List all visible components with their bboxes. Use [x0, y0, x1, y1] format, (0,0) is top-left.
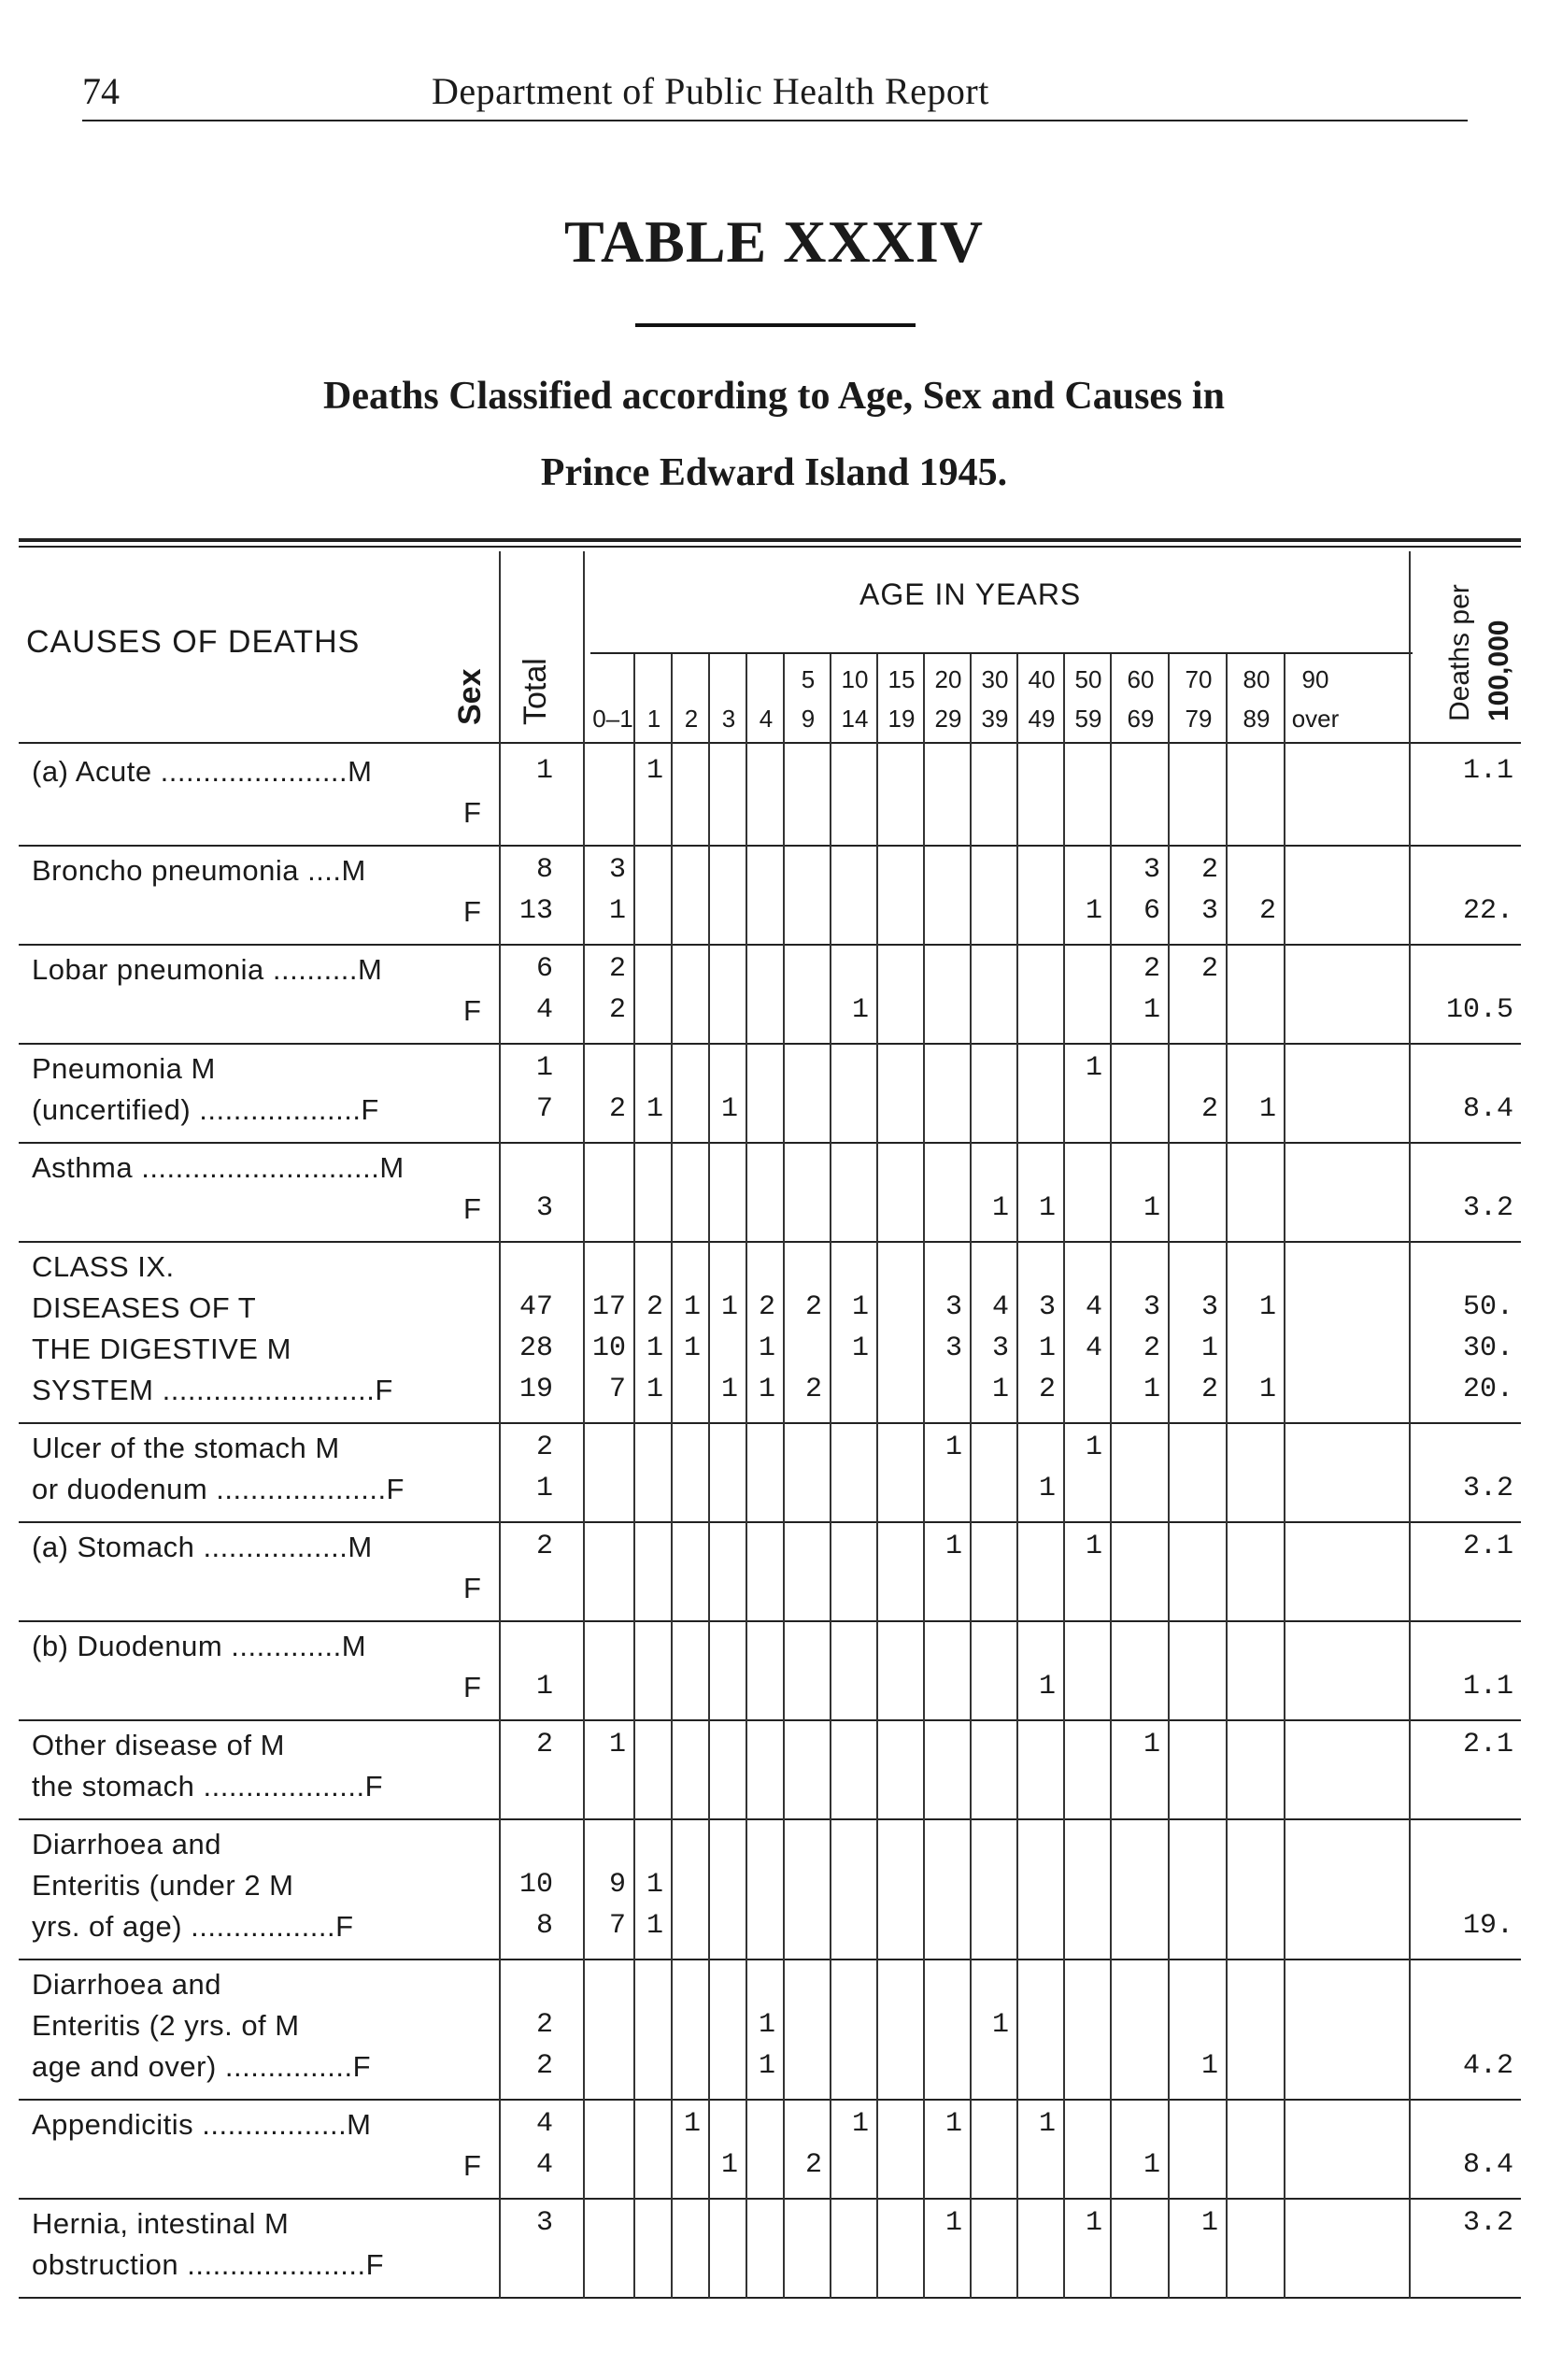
- age-count-cell: 2: [608, 953, 626, 985]
- deaths-table: [19, 538, 1521, 2281]
- age-count-cell: 1: [1143, 1729, 1160, 1760]
- age-group-header-lower: 3: [721, 705, 736, 733]
- age-group-header-lower: over: [1291, 705, 1340, 733]
- age-count-cell: 1: [1085, 2207, 1102, 2239]
- age-group-header-lower: 1: [646, 705, 661, 733]
- age-group-header-upper: 30: [981, 665, 1009, 693]
- age-count-cell: 1: [758, 1374, 775, 1405]
- age-count-cell: 1: [1038, 1671, 1056, 1703]
- total-header: Total: [518, 658, 553, 725]
- row-separator: [19, 1719, 1521, 1721]
- age-group-header: [1018, 660, 1065, 738]
- age-count-cell: 1: [646, 1910, 663, 1942]
- age-count-cell: 1: [1085, 1432, 1102, 1463]
- row-separator: [19, 944, 1521, 946]
- age-count-cell: 6: [1143, 895, 1160, 927]
- age-group-header: [1285, 660, 1345, 738]
- sex-header: Sex: [452, 668, 488, 725]
- age-count-cell: 1: [646, 1869, 663, 1901]
- table-subtitle-line-2: Prince Edward Island 1945.: [540, 451, 1008, 494]
- table-title: TABLE XXXIV: [564, 208, 984, 275]
- cause-label: Hernia, intestinal M: [32, 2207, 290, 2240]
- cause-label: Ulcer of the stomach M: [32, 1432, 340, 1464]
- row-separator: [19, 1521, 1521, 1523]
- age-count-cell: 1: [1085, 1052, 1102, 1084]
- age-group-header-upper: [747, 660, 785, 699]
- age-group-header-upper: 10: [841, 665, 869, 693]
- total-cell: 4: [535, 994, 553, 1026]
- age-group-header: [1112, 660, 1170, 738]
- cause-label: obstruction .....................F: [32, 2248, 385, 2281]
- age-count-cell: 1: [683, 1333, 701, 1364]
- cause-label: the stomach ...................F: [32, 1770, 384, 1803]
- rate-cell: 3.2: [1462, 2207, 1513, 2239]
- column-rule: [1284, 654, 1285, 2299]
- rate-cell: 8.4: [1462, 2149, 1513, 2181]
- cause-label: F: [463, 1572, 482, 1604]
- age-group-header: [1065, 660, 1112, 738]
- age-group-header: [747, 660, 785, 738]
- cause-label: Lobar pneumonia ..........M: [32, 953, 383, 986]
- age-group-header: [972, 660, 1018, 738]
- age-group-header-upper: [590, 660, 635, 699]
- age-count-cell: 1: [1038, 1473, 1056, 1504]
- rate-cell: 50.: [1462, 1291, 1513, 1323]
- age-count-cell: 4: [1085, 1291, 1102, 1323]
- age-count-cell: 2: [1038, 1374, 1056, 1405]
- column-rule: [1409, 551, 1411, 2299]
- age-count-cell: 3: [1143, 854, 1160, 886]
- age-count-cell: 2: [1143, 953, 1160, 985]
- age-group-header-upper: 80: [1243, 665, 1271, 693]
- age-count-cell: 1: [683, 1291, 701, 1323]
- cause-label: (b) Duodenum .............M: [32, 1630, 367, 1662]
- header-bottom-rule: [19, 742, 1521, 744]
- total-cell: 28: [518, 1333, 553, 1364]
- age-count-cell: 3: [1200, 1291, 1218, 1323]
- age-group-header-lower: 4: [759, 705, 774, 733]
- rate-cell: 1.1: [1462, 755, 1513, 787]
- total-cell: 1: [535, 1473, 553, 1504]
- total-cell: 6: [535, 953, 553, 985]
- age-group-header-lower: 0–1: [592, 705, 633, 733]
- age-count-cell: 1: [720, 1093, 738, 1125]
- total-cell: 3: [535, 1192, 553, 1224]
- age-count-cell: 1: [1038, 2108, 1056, 2140]
- age-count-cell: 1: [720, 1374, 738, 1405]
- age-count-cell: 2: [804, 1374, 822, 1405]
- age-count-cell: 1: [944, 2108, 962, 2140]
- age-count-cell: 1: [991, 2009, 1009, 2041]
- age-header-rule: [590, 652, 1413, 654]
- cause-label: Pneumonia M: [32, 1052, 216, 1085]
- rate-cell: 3.2: [1462, 1192, 1513, 1224]
- row-separator: [19, 1422, 1521, 1424]
- age-count-cell: 17: [591, 1291, 626, 1323]
- age-group-header: [673, 660, 710, 738]
- age-count-cell: 1: [646, 755, 663, 787]
- row-separator: [19, 1043, 1521, 1045]
- cause-label: Broncho pneumonia ....M: [32, 854, 366, 887]
- age-group-header-lower: 39: [981, 705, 1009, 733]
- running-head: Department of Public Health Report: [432, 70, 989, 112]
- column-rule: [708, 654, 710, 2299]
- age-count-cell: 1: [1143, 2149, 1160, 2181]
- age-count-cell: 1: [991, 1374, 1009, 1405]
- row-separator: [19, 1620, 1521, 1622]
- age-count-cell: 2: [646, 1291, 663, 1323]
- age-count-cell: 1: [1200, 1333, 1218, 1364]
- age-count-cell: 2: [1258, 895, 1276, 927]
- age-count-cell: 1: [851, 994, 869, 1026]
- age-group-header: [831, 660, 878, 738]
- cause-label: F: [463, 2149, 482, 2182]
- age-count-cell: 2: [1200, 1093, 1218, 1125]
- total-cell: 2: [535, 2009, 553, 2041]
- age-count-cell: 1: [991, 1192, 1009, 1224]
- cause-label: Diarrhoea and: [32, 1828, 221, 1860]
- total-cell: 4: [535, 2108, 553, 2140]
- cause-label: Diarrhoea and: [32, 1968, 221, 2001]
- age-count-cell: 1: [1038, 1192, 1056, 1224]
- age-count-cell: 1: [1258, 1093, 1276, 1125]
- cause-label: F: [463, 1192, 482, 1225]
- age-count-cell: 4: [1085, 1333, 1102, 1364]
- age-count-cell: 4: [991, 1291, 1009, 1323]
- age-count-cell: 1: [851, 2108, 869, 2140]
- cause-label: F: [463, 994, 482, 1027]
- cause-label: (a) Stomach .................M: [32, 1531, 373, 1563]
- age-group-header-upper: 15: [888, 665, 916, 693]
- cause-label: (uncertified) ...................F: [32, 1093, 379, 1126]
- rate-cell: 2.1: [1462, 1729, 1513, 1760]
- age-count-cell: 7: [608, 1910, 626, 1942]
- age-group-header-lower: 19: [888, 705, 916, 733]
- age-count-cell: 2: [1200, 1374, 1218, 1405]
- cause-label: DISEASES OF T: [32, 1291, 257, 1324]
- age-count-cell: 10: [591, 1333, 626, 1364]
- age-count-cell: 1: [1085, 1531, 1102, 1562]
- age-group-header-upper: 50: [1074, 665, 1102, 693]
- table-top-rule-2: [19, 546, 1521, 548]
- column-rule: [671, 654, 673, 2299]
- age-count-cell: 1: [944, 1531, 962, 1562]
- column-rule: [499, 551, 501, 2299]
- age-group-header-upper: 5: [801, 665, 816, 693]
- title-rule: [635, 323, 916, 327]
- total-cell: 8: [535, 854, 553, 886]
- cause-label: age and over) ...............F: [32, 2050, 372, 2083]
- total-cell: 2: [535, 1432, 553, 1463]
- cause-label: F: [463, 1671, 482, 1703]
- total-cell: 3: [535, 2207, 553, 2239]
- age-count-cell: 1: [1038, 1333, 1056, 1364]
- age-count-cell: 7: [608, 1374, 626, 1405]
- total-cell: 1: [535, 1671, 553, 1703]
- age-group-header: [785, 660, 831, 738]
- age-count-cell: 2: [1143, 1333, 1160, 1364]
- total-cell: 4: [535, 2149, 553, 2181]
- age-count-cell: 1: [1143, 1374, 1160, 1405]
- age-group-header: [1170, 660, 1228, 738]
- age-count-cell: 1: [1258, 1374, 1276, 1405]
- rate-cell: 30.: [1462, 1333, 1513, 1364]
- column-rule: [923, 654, 925, 2299]
- age-group-header-upper: [673, 660, 710, 699]
- age-group-header: [925, 660, 972, 738]
- cause-label: F: [463, 796, 482, 829]
- age-group-header-lower: 9: [801, 705, 816, 733]
- age-group-header-upper: 20: [934, 665, 962, 693]
- age-count-cell: 9: [608, 1869, 626, 1901]
- age-count-cell: 2: [608, 1093, 626, 1125]
- cause-label: CLASS IX.: [32, 1250, 175, 1283]
- age-group-header: [710, 660, 747, 738]
- age-count-cell: 1: [1258, 1291, 1276, 1323]
- row-separator: [19, 1959, 1521, 1960]
- total-cell: 47: [518, 1291, 553, 1323]
- age-group-header-lower: 69: [1127, 705, 1155, 733]
- rate-cell: 19.: [1462, 1910, 1513, 1942]
- age-count-cell: 3: [1038, 1291, 1056, 1323]
- age-group-header-upper: 90: [1301, 665, 1329, 693]
- cause-label: Other disease of M: [32, 1729, 285, 1761]
- rate-cell: 4.2: [1462, 2050, 1513, 2082]
- age-group-header-lower: 59: [1074, 705, 1102, 733]
- column-rule: [876, 654, 878, 2299]
- cause-label: Asthma ............................M: [32, 1151, 405, 1184]
- age-count-cell: 3: [991, 1333, 1009, 1364]
- total-cell: 13: [518, 895, 553, 927]
- row-separator: [19, 1142, 1521, 1144]
- age-in-years-header: AGE IN YEARS: [859, 577, 1082, 611]
- age-count-cell: 1: [646, 1374, 663, 1405]
- age-count-cell: 1: [1143, 994, 1160, 1026]
- rate-cell: 10.5: [1445, 994, 1513, 1026]
- total-cell: 7: [535, 1093, 553, 1125]
- total-cell: 19: [518, 1374, 553, 1405]
- age-count-cell: 3: [944, 1291, 962, 1323]
- cause-label: THE DIGESTIVE M: [32, 1333, 291, 1365]
- page-number: 74: [82, 70, 120, 112]
- age-group-header-lower: 79: [1185, 705, 1213, 733]
- age-count-cell: 1: [758, 2050, 775, 2082]
- header-rule: [82, 120, 1468, 121]
- causes-header: CAUSES OF DEATHS: [26, 624, 361, 660]
- total-cell: 2: [535, 2050, 553, 2082]
- age-count-cell: 1: [683, 2108, 701, 2140]
- age-count-cell: 1: [608, 895, 626, 927]
- total-cell: 2: [535, 1729, 553, 1760]
- age-group-header-lower: 14: [841, 705, 869, 733]
- age-group-header-upper: 60: [1127, 665, 1155, 693]
- rate-cell: 22.: [1462, 895, 1513, 927]
- per-100000-header: 100,000: [1484, 620, 1514, 721]
- age-count-cell: 3: [1143, 1291, 1160, 1323]
- row-separator: [19, 1241, 1521, 1243]
- age-count-cell: 2: [804, 2149, 822, 2181]
- age-count-cell: 3: [944, 1333, 962, 1364]
- total-cell: 1: [535, 755, 553, 787]
- age-count-cell: 1: [1200, 2050, 1218, 2082]
- age-count-cell: 1: [944, 1432, 962, 1463]
- rate-cell: 8.4: [1462, 1093, 1513, 1125]
- age-count-cell: 2: [804, 1291, 822, 1323]
- age-count-cell: 1: [720, 2149, 738, 2181]
- rate-cell: 20.: [1462, 1374, 1513, 1405]
- column-rule: [783, 654, 785, 2299]
- row-separator: [19, 2099, 1521, 2101]
- rate-cell: 3.2: [1462, 1473, 1513, 1504]
- cause-label: Appendicitis .................M: [32, 2108, 372, 2141]
- cause-label: Enteritis (under 2 M: [32, 1869, 294, 1902]
- rate-cell: 2.1: [1462, 1531, 1513, 1562]
- age-count-cell: 1: [851, 1291, 869, 1323]
- age-count-cell: 1: [1200, 2207, 1218, 2239]
- row-separator: [19, 2198, 1521, 2200]
- column-rule: [583, 551, 585, 2299]
- age-count-cell: 1: [608, 1729, 626, 1760]
- cause-label: SYSTEM .........................F: [32, 1374, 393, 1406]
- total-cell: 8: [535, 1910, 553, 1942]
- age-count-cell: 1: [944, 2207, 962, 2239]
- age-count-cell: 3: [1200, 895, 1218, 927]
- column-rule: [830, 654, 831, 2299]
- age-group-header-upper: [635, 660, 673, 699]
- age-group-header-lower: 49: [1028, 705, 1056, 733]
- age-group-header: [1228, 660, 1285, 738]
- age-count-cell: 2: [1200, 953, 1218, 985]
- rate-cell: 1.1: [1462, 1671, 1513, 1703]
- cause-label: F: [463, 895, 482, 928]
- cause-label: or duodenum ....................F: [32, 1473, 405, 1505]
- age-group-header: [590, 660, 635, 738]
- age-count-cell: 2: [1200, 854, 1218, 886]
- deaths-per-header: Deaths per: [1444, 584, 1475, 721]
- age-count-cell: 1: [851, 1333, 869, 1364]
- cause-label: (a) Acute ......................M: [32, 755, 373, 788]
- row-separator: [19, 845, 1521, 847]
- total-cell: 1: [535, 1052, 553, 1084]
- table-top-rule: [19, 538, 1521, 542]
- age-count-cell: 1: [1143, 1192, 1160, 1224]
- age-count-cell: 2: [758, 1291, 775, 1323]
- age-group-header: [878, 660, 925, 738]
- cause-label: Enteritis (2 yrs. of M: [32, 2009, 300, 2042]
- table-subtitle-line-1: Deaths Classified according to Age, Sex and Causes in: [323, 375, 1225, 418]
- age-group-header-lower: 2: [684, 705, 699, 733]
- column-rule: [970, 654, 972, 2299]
- total-cell: 2: [535, 1531, 553, 1562]
- row-separator: [19, 2297, 1521, 2299]
- row-separator: [19, 1818, 1521, 1820]
- age-count-cell: 1: [646, 1333, 663, 1364]
- age-group-header-lower: 89: [1243, 705, 1271, 733]
- age-group-header-lower: 29: [934, 705, 962, 733]
- age-group-header-upper: 40: [1028, 665, 1056, 693]
- age-group-header-upper: [710, 660, 747, 699]
- age-count-cell: 1: [1085, 895, 1102, 927]
- total-cell: 10: [518, 1869, 553, 1901]
- age-group-header-upper: 70: [1185, 665, 1213, 693]
- age-count-cell: 1: [646, 1093, 663, 1125]
- age-count-cell: 3: [608, 854, 626, 886]
- age-count-cell: 1: [758, 1333, 775, 1364]
- age-count-cell: 2: [608, 994, 626, 1026]
- age-group-header: [635, 660, 673, 738]
- column-rule: [633, 654, 635, 2299]
- age-count-cell: 1: [720, 1291, 738, 1323]
- age-count-cell: 1: [758, 2009, 775, 2041]
- cause-label: yrs. of age) .................F: [32, 1910, 354, 1943]
